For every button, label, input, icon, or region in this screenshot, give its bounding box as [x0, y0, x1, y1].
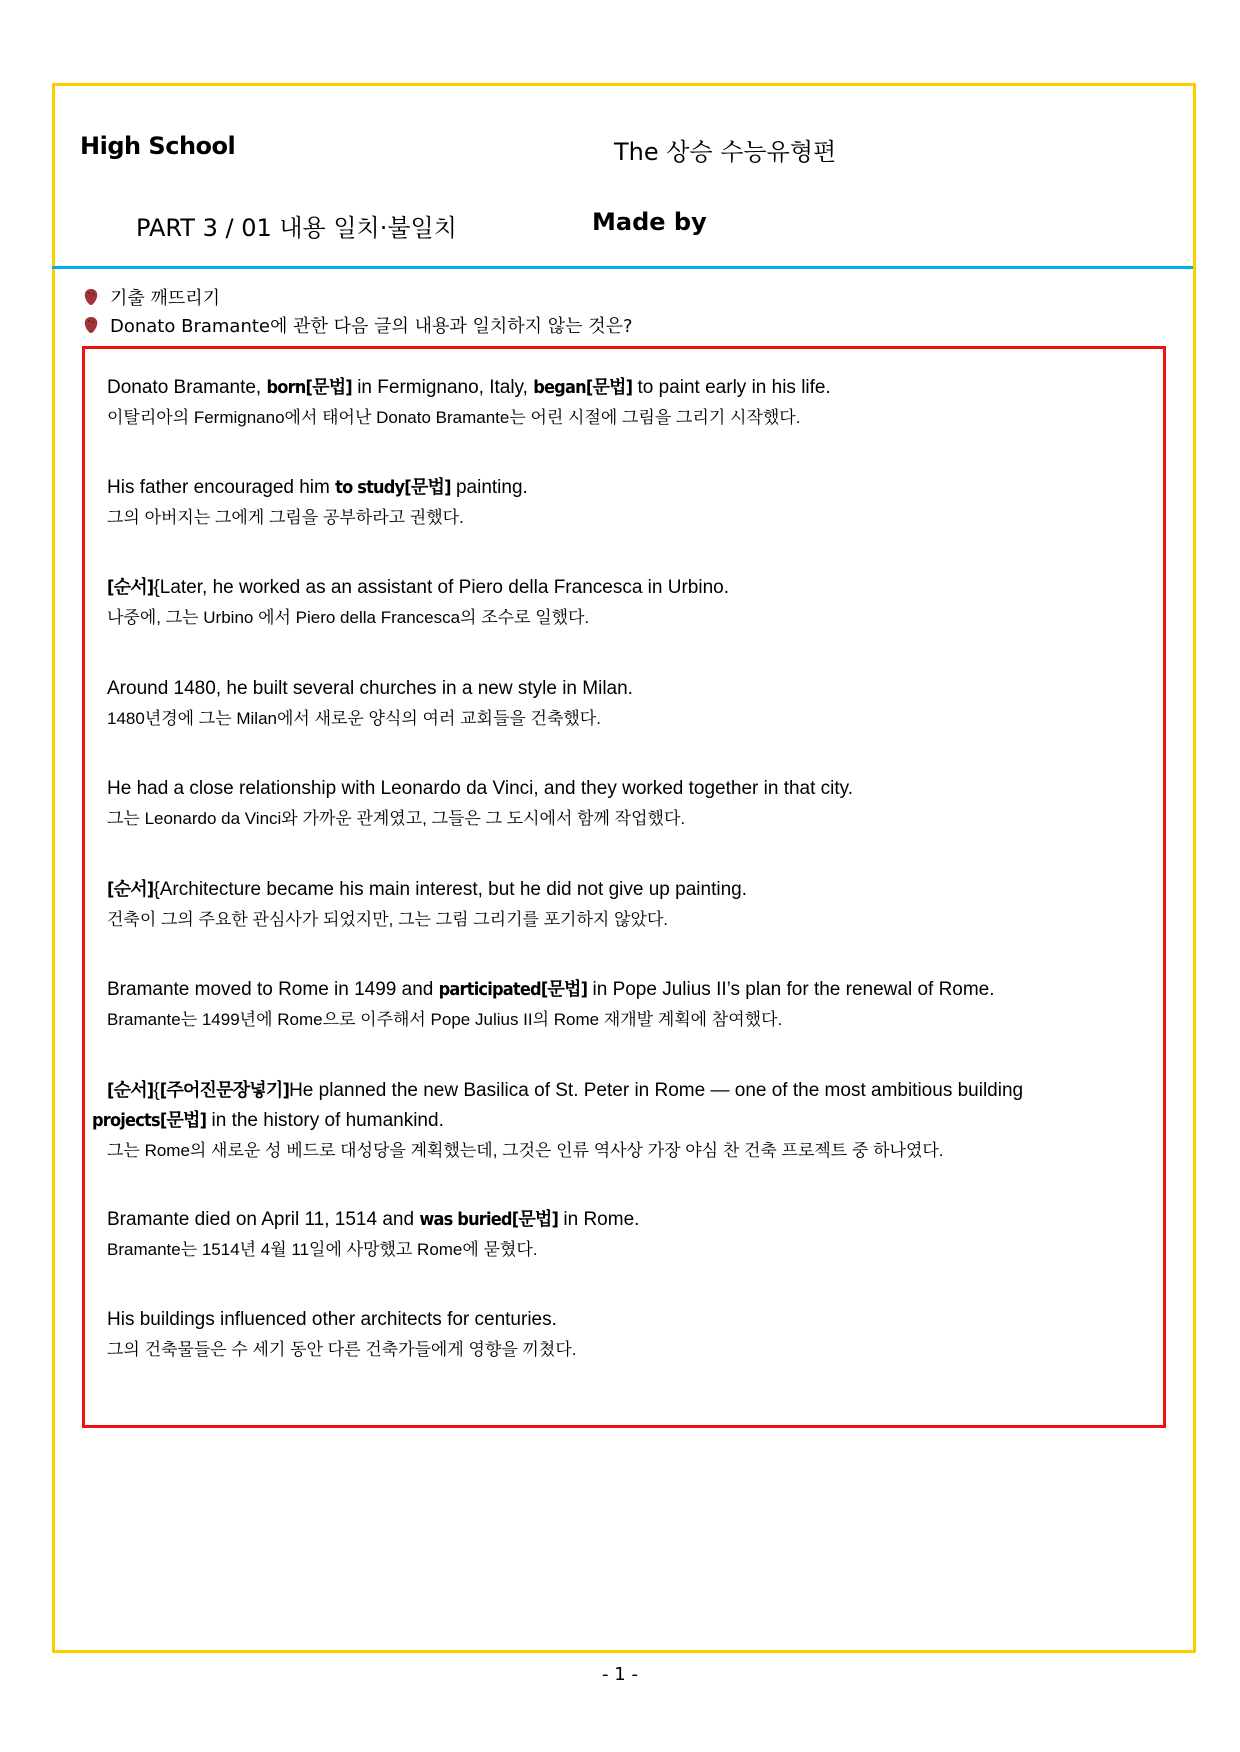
passage-paragraph: [107, 875, 1150, 935]
english-sentence: [순서]{[주어진문장넣기]He planned the new Basilica of St. Peter in Rome — one of the most ambitious building: [107, 1080, 1024, 1101]
english-sentence: Bramante moved to Rome in 1499 and participated[문법] in Pope Julius II’s plan for the renewal of Rome.: [107, 979, 995, 1000]
passage-paragraph: [107, 774, 1150, 834]
question-row: [84, 312, 633, 338]
passage-paragraph: [107, 975, 1150, 1035]
passage-paragraph: [107, 573, 1150, 633]
part-title: PART 3 / 01 내용 일치·불일치: [136, 214, 457, 242]
passage-paragraph: [107, 1305, 1150, 1365]
korean-translation: Bramante는 1499년에 Rome으로 이주해서 Pope Julius II의 Rome 재개발 계획에 참여했다.: [107, 1010, 783, 1029]
korean-translation: 그는 Leonardo da Vinci와 가까운 관계였고, 그들은 그 도시에서 함께 작업했다.: [107, 809, 686, 828]
korean-translation: Bramante는 1514년 4월 11일에 사망했고 Rome에 묻혔다.: [107, 1240, 538, 1259]
made-by-label: Made by: [592, 208, 707, 236]
passage-paragraph: [107, 473, 1150, 533]
english-sentence: His father encouraged him to study[문법] painting.: [107, 477, 528, 498]
english-sentence: [순서]{Later, he worked as an assistant of Piero della Francesca in Urbino.: [107, 577, 729, 598]
english-sentence: He had a close relationship with Leonardo da Vinci, and they worked together in that city.: [107, 778, 854, 799]
strawberry-bullet-icon: [84, 288, 98, 306]
english-sentence: Bramante died on April 11, 1514 and was buried[문법] in Rome.: [107, 1209, 640, 1230]
english-sentence: Donato Bramante, born[문법] in Fermignano, Italy, began[문법] to paint early in his life.: [107, 377, 831, 398]
english-sentence: Around 1480, he built several churches in a new style in Milan.: [107, 678, 633, 699]
passage-paragraph: [107, 1205, 1150, 1265]
header-divider: [52, 266, 1193, 269]
section-label: 기출 깨뜨리기: [110, 288, 221, 309]
english-sentence-continued: projects[문법] in the history of humankind.: [92, 1110, 444, 1131]
english-sentence: [순서]{Architecture became his main interest, but he did not give up painting.: [107, 879, 747, 900]
korean-translation: 1480년경에 그는 Milan에서 새로운 양식의 여러 교회들을 건축했다.: [107, 709, 601, 728]
korean-translation: 나중에, 그는 Urbino 에서 Piero della Francesca의 조수로 일했다.: [107, 608, 590, 627]
korean-translation: 그의 건축물들은 수 세기 동안 다른 건축가들에게 영향을 끼쳤다.: [107, 1340, 577, 1359]
book-title: The 상승 수능유형편: [614, 138, 837, 166]
school-level-label: High School: [80, 132, 236, 160]
passage-paragraph: [107, 674, 1150, 734]
english-sentence: His buildings influenced other architects for centuries.: [107, 1309, 557, 1330]
passage-paragraph: [107, 373, 1150, 433]
korean-translation: 이탈리아의 Fermignano에서 태어난 Donato Bramante는 어린 시절에 그림을 그리기 시작했다.: [107, 408, 801, 427]
korean-translation: 그는 Rome의 새로운 성 베드로 대성당을 계획했는데, 그것은 인류 역사상 가장 야심 찬 건축 프로젝트 중 하나였다.: [107, 1141, 944, 1160]
page-number: - 1 -: [602, 1664, 638, 1685]
passage-paragraph: [92, 1076, 1148, 1166]
korean-translation: 건축이 그의 주요한 관심사가 되었지만, 그는 그림 그리기를 포기하지 않았다.: [107, 910, 669, 929]
section-label-row: [84, 284, 220, 310]
strawberry-bullet-icon: [84, 316, 98, 334]
korean-translation: 그의 아버지는 그에게 그림을 공부하라고 권했다.: [107, 508, 464, 527]
question-text: Donato Bramante에 관한 다음 글의 내용과 일치하지 않는 것은?: [110, 316, 633, 337]
